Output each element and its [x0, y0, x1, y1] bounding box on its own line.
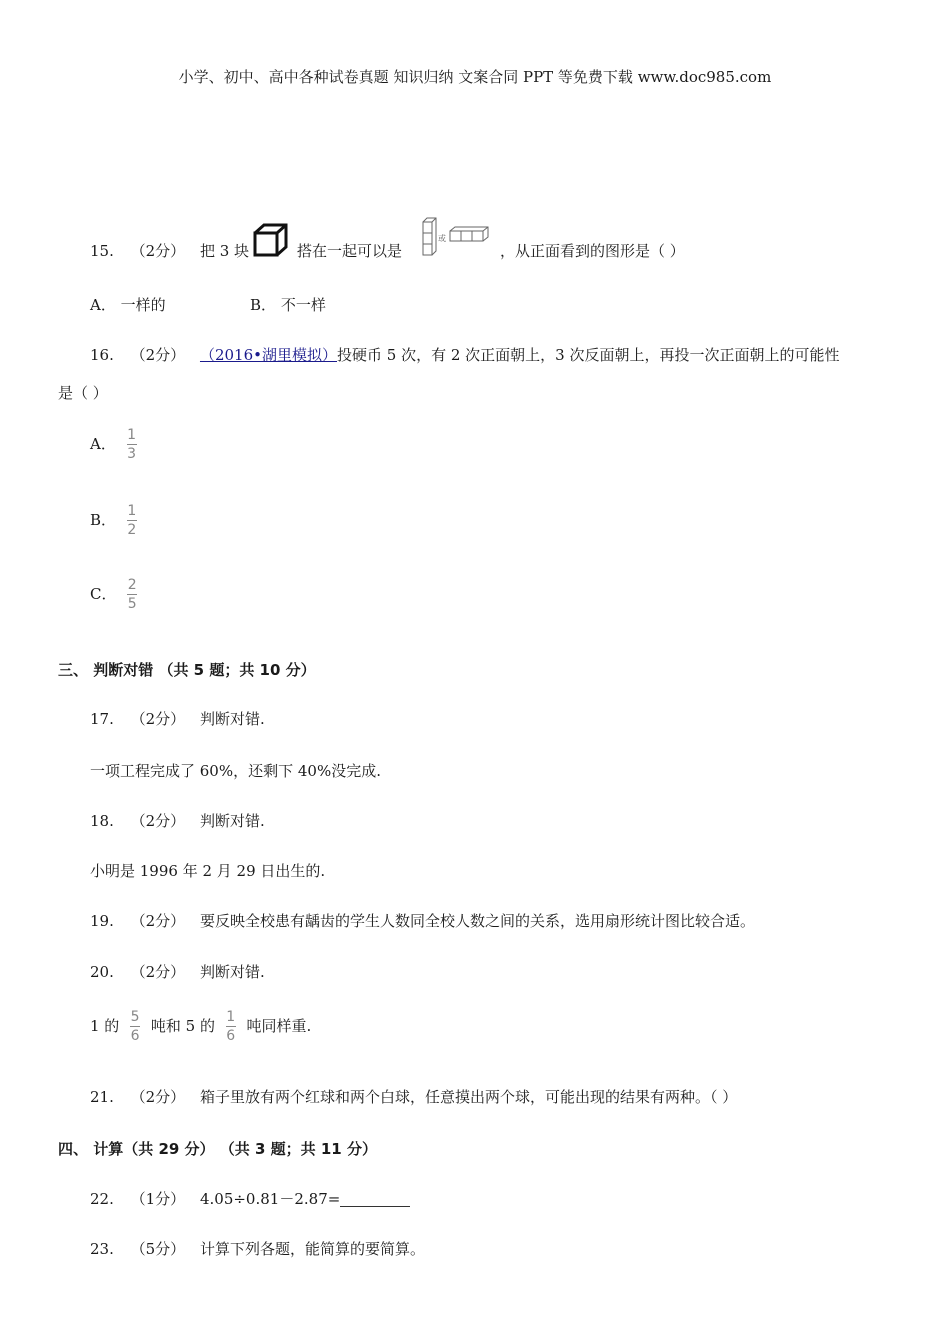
page-header: 小学、初中、高中各种试卷真题 知识归纳 文案合同 PPT 等免费下载 www.doc985.com	[178, 68, 772, 86]
question-17	[90, 712, 265, 727]
question-19	[90, 914, 755, 929]
fraction: $\frac{5}{6}$	[130, 1009, 140, 1044]
question-text-cont: 是（ ）	[58, 384, 108, 402]
option-text: 一样的	[120, 296, 166, 314]
question-points: （2分）	[130, 812, 186, 830]
question-text: 投硬币 5 次，有 2 次正面朝上，3 次反面朝上，再投一次正面朝上的可能性	[337, 346, 840, 364]
option-a	[90, 428, 143, 461]
question-text: 判断对错.	[199, 812, 265, 830]
source-link[interactable]: （2016•湖里模拟）	[199, 346, 337, 364]
option-a	[90, 298, 166, 313]
answer-blank[interactable]	[340, 1192, 410, 1207]
question-number: 18.	[90, 812, 114, 830]
question-16	[90, 348, 839, 363]
option-b	[250, 298, 326, 313]
option-label: C．	[90, 585, 117, 603]
question-text: 4.05÷0.81－2.87=	[199, 1190, 341, 1208]
question-number: 15.	[90, 242, 114, 260]
question-text: 要反映全校患有龋齿的学生人数同全校人数之间的关系，选用扇形统计图比较合适。	[199, 912, 755, 930]
question-points: （5分）	[130, 1240, 186, 1258]
fraction: $\frac{1}{6}$	[226, 1009, 236, 1044]
cube-icon	[252, 222, 290, 258]
option-label: A．	[90, 296, 116, 314]
question-18	[90, 814, 265, 829]
question-number: 19.	[90, 912, 114, 930]
question-points: （2分）	[130, 710, 186, 728]
question-21	[90, 1090, 737, 1105]
question-number: 23.	[90, 1240, 114, 1258]
question-points: （2分）	[130, 912, 186, 930]
question-text: 判断对错.	[199, 710, 265, 728]
fraction: $\frac{2}{5}$	[127, 577, 137, 612]
question-text: 箱子里放有两个红球和两个白球，任意摸出两个球，可能出现的结果有两种。（ ）	[199, 1088, 738, 1106]
question-body: 小明是 1996 年 2 月 29 日出生的.	[90, 862, 326, 880]
fraction: $\frac{1}{3}$	[127, 427, 137, 462]
question-number: 16.	[90, 346, 114, 364]
question-text: 搭在一起可以是	[297, 242, 403, 260]
section-title: 四、 计算（共 29 分） （共 3 题；共 11 分）	[58, 1140, 377, 1158]
question-points: （1分）	[130, 1190, 186, 1208]
question-number: 17.	[90, 710, 114, 728]
question-text: 把 3 块	[199, 242, 250, 260]
option-label: B．	[250, 296, 277, 314]
question-body: 1 的 $\frac{5}{6}$ 吨和 5 的 $\frac{1}{6}$ 吨同样重.	[90, 1009, 312, 1044]
option-label: A．	[90, 435, 116, 453]
question-23	[90, 1242, 425, 1257]
question-number: 21.	[90, 1088, 114, 1106]
question-20	[90, 965, 265, 980]
question-text: 判断对错.	[199, 963, 265, 981]
option-b	[90, 504, 143, 537]
or-label: 或	[438, 234, 446, 243]
fraction: $\frac{1}{2}$	[127, 503, 137, 538]
option-c	[90, 578, 143, 611]
stacked-cubes-icon	[420, 216, 494, 258]
question-text: 计算下列各题，能简算的要简算。	[199, 1240, 425, 1258]
option-text: 不一样	[280, 296, 326, 314]
question-15	[90, 244, 249, 259]
question-body: 一项工程完成了 60%，还剩下 40%没完成.	[90, 762, 381, 780]
option-label: B．	[90, 511, 117, 529]
question-number: 20.	[90, 963, 114, 981]
question-text: ，从正面看到的图形是（ ）	[500, 242, 685, 260]
question-points: （2分）	[130, 963, 186, 981]
question-points: （2分）	[130, 1088, 186, 1106]
question-points: （2分）	[130, 242, 186, 260]
question-points: （2分）	[130, 346, 186, 364]
section-title: 三、 判断对错 （共 5 题；共 10 分）	[58, 661, 316, 679]
question-22	[90, 1192, 410, 1207]
question-number: 22.	[90, 1190, 114, 1208]
